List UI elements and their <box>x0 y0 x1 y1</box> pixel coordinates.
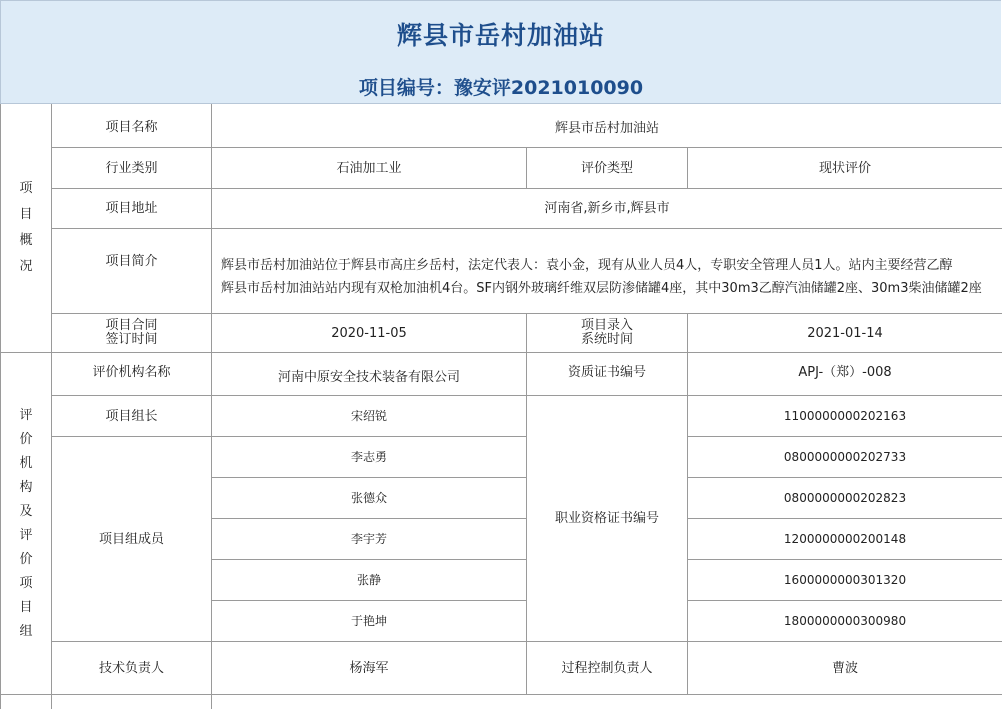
member-name: 于艳坤 <box>212 601 527 642</box>
member-cert: 1200000000200148 <box>688 519 1002 560</box>
member-cert: 0800000000202733 <box>688 437 1002 478</box>
section-overview-header: 项目概况 <box>0 104 52 353</box>
page-title: 辉县市岳村加油站 <box>396 21 605 50</box>
label-cert-no: 资质证书编号 <box>527 353 688 396</box>
member-name: 李志勇 <box>212 437 527 478</box>
label-org-name: 评价机构名称 <box>52 353 212 396</box>
value-intro <box>212 229 1002 314</box>
label-members: 项目组成员 <box>52 437 212 642</box>
value-process-lead: 曹波 <box>688 642 1002 695</box>
intro-line-1: 辉县市岳村加油站位于辉县市高庄乡岳村，法定代表人：袁小金，现有从业人员4人，专职安全管理人员1人。站内主要经营乙醇 <box>221 258 953 273</box>
member-name: 张静 <box>212 560 527 601</box>
member-cert: 1800000000300980 <box>688 601 1002 642</box>
value-industry: 石油加工业 <box>212 148 527 189</box>
intro-line-2: 辉县市岳村加油站站内现有双枪加油机4台。SF内钢外玻璃纤维双层防渗储罐4座，其中30m3乙醇汽油储罐2座、30m3柴油储罐2座 <box>221 281 982 296</box>
value-org-name: 河南中原安全技术装备有限公司 <box>212 353 527 396</box>
label-address: 项目地址 <box>52 189 212 229</box>
value-leader-cert: 1100000000202163 <box>688 396 1002 437</box>
member-name: 张德众 <box>212 478 527 519</box>
value-eval-type: 现状评价 <box>688 148 1002 189</box>
next-row-side <box>0 695 52 709</box>
label-intro: 项目简介 <box>52 229 212 314</box>
member-name: 李宇芳 <box>212 519 527 560</box>
label-process-lead: 过程控制负责人 <box>527 642 688 695</box>
value-address: 河南省,新乡市,辉县市 <box>212 189 1002 229</box>
section-org-header: 评价机构及评价项目组 <box>0 353 52 695</box>
value-contract-date: 2020-11-05 <box>212 314 527 353</box>
label-entry-date: 项目录入 系统时间 <box>527 314 688 353</box>
next-row-value <box>212 695 1002 709</box>
label-contract-date: 项目合同 签订时间 <box>52 314 212 353</box>
label-leader: 项目组长 <box>52 396 212 437</box>
label-industry: 行业类别 <box>52 148 212 189</box>
member-cert: 1600000000301320 <box>688 560 1002 601</box>
next-row-label <box>52 695 212 709</box>
value-entry-date: 2021-01-14 <box>688 314 1002 353</box>
label-project-name: 项目名称 <box>52 104 212 148</box>
label-tech-lead: 技术负责人 <box>52 642 212 695</box>
project-number: 项目编号：豫安评2021010090 <box>358 77 644 99</box>
value-leader-name: 宋绍锐 <box>212 396 527 437</box>
value-tech-lead: 杨海军 <box>212 642 527 695</box>
value-project-name: 辉县市岳村加油站 <box>212 104 1002 148</box>
value-cert-no: APJ-（郑）-008 <box>688 353 1002 396</box>
label-qual-cert: 职业资格证书编号 <box>527 396 688 642</box>
label-eval-type: 评价类型 <box>527 148 688 189</box>
member-cert: 0800000000202823 <box>688 478 1002 519</box>
